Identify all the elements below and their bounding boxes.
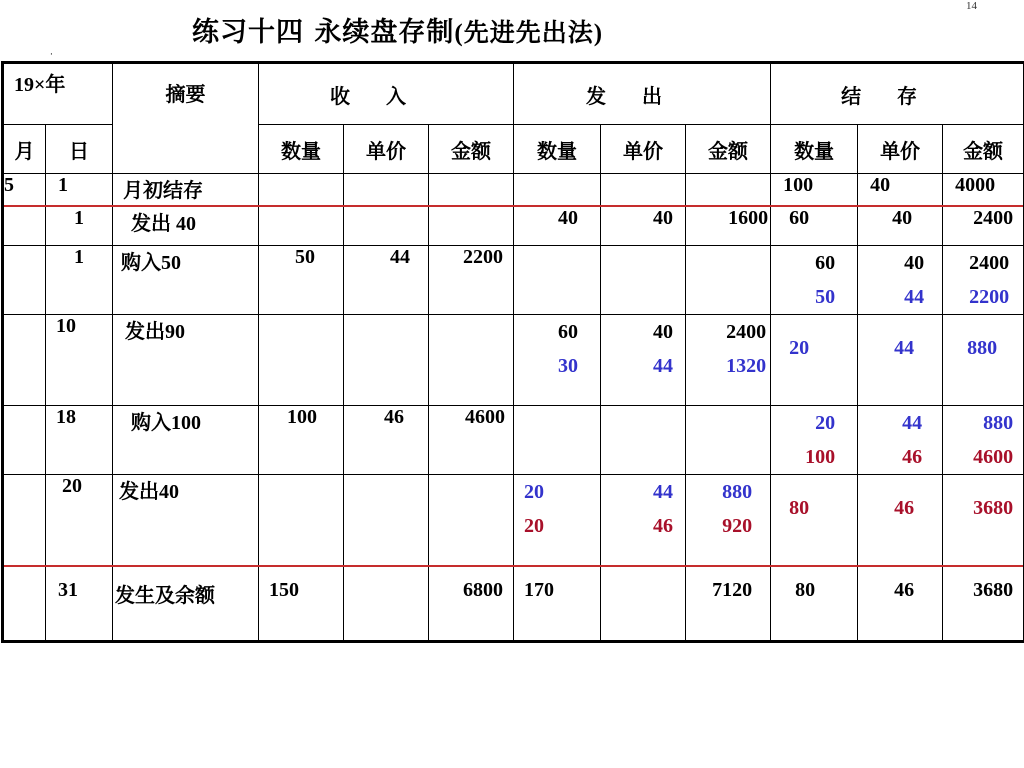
bal-qty-line-2: 50	[815, 286, 836, 308]
cell-out-qty	[514, 315, 601, 406]
cell-in-qty	[259, 206, 344, 246]
cell-bal-qty	[771, 406, 858, 475]
cell-in-qty: 50	[259, 246, 344, 315]
header-summary: 摘要	[113, 63, 259, 174]
out-price-line-1: 40	[653, 321, 674, 343]
cell-out-price	[601, 246, 686, 315]
cell-bal-price	[858, 246, 943, 315]
cell-out-price: 40	[601, 206, 686, 246]
cell-in-qty: 150	[259, 566, 344, 642]
table-row-opening	[3, 174, 1024, 207]
cell-out-qty	[514, 174, 601, 207]
cell-in-price	[344, 206, 429, 246]
cell-bal-qty: 60	[771, 206, 858, 246]
cell-bal-amount: 2400	[943, 206, 1024, 246]
cell-bal-price: 40	[858, 174, 943, 207]
cell-in-qty	[259, 475, 344, 567]
cell-month	[3, 475, 46, 567]
bal-qty-line-1: 20	[815, 412, 836, 434]
header-day: 日	[46, 125, 113, 174]
cell-bal-price: 46	[858, 475, 943, 567]
bal-amount-line-2: 4600	[973, 446, 1014, 468]
cell-summary: 发出90	[113, 315, 259, 406]
slide-title	[192, 10, 603, 49]
cell-bal-amount: 880	[943, 315, 1024, 406]
cell-in-amount: 4600	[429, 406, 514, 475]
cell-in-amount: 6800	[429, 566, 514, 642]
table-row	[3, 206, 1024, 246]
cell-summary: 发出 40	[113, 206, 259, 246]
header-balance: 结存	[771, 63, 1024, 125]
cell-in-qty	[259, 174, 344, 207]
cell-day: 31	[46, 566, 113, 642]
cell-month	[3, 566, 46, 642]
cell-out-price	[601, 406, 686, 475]
header-out-qty: 数量	[514, 125, 601, 174]
cell-out-amount	[686, 475, 771, 567]
cell-in-qty: 100	[259, 406, 344, 475]
cell-bal-qty: 20	[771, 315, 858, 406]
cell-in-price	[344, 174, 429, 207]
header-month: 月	[3, 125, 46, 174]
page-number: 14	[966, 0, 977, 12]
cell-in-price: 44	[344, 246, 429, 315]
header-receipts: 收入	[259, 63, 514, 125]
cell-bal-price: 40	[858, 206, 943, 246]
cell-in-amount	[429, 475, 514, 567]
bal-qty-line-1: 60	[815, 252, 836, 274]
cell-out-amount	[686, 174, 771, 207]
out-qty-line-2: 30	[558, 355, 579, 377]
bal-price-line-2: 46	[902, 446, 923, 468]
cell-out-qty	[514, 406, 601, 475]
cell-month	[3, 246, 46, 315]
cell-summary: 月初结存	[113, 174, 259, 207]
out-qty-line-1: 20	[524, 481, 545, 503]
cell-month: 5	[3, 174, 46, 207]
cell-out-amount: 1600	[686, 206, 771, 246]
header-in-amount: 金额	[429, 125, 514, 174]
title-main: 练习十四 永续盘存制	[192, 17, 455, 48]
header-in-price: 单价	[344, 125, 429, 174]
bal-price-line-1: 40	[904, 252, 925, 274]
header-in-qty: 数量	[259, 125, 344, 174]
cell-in-amount	[429, 174, 514, 207]
out-amount-line-1: 880	[722, 481, 753, 503]
cell-bal-amount	[943, 406, 1024, 475]
out-amount-line-2: 920	[722, 515, 753, 537]
cell-bal-price: 44	[858, 315, 943, 406]
cell-out-price	[601, 315, 686, 406]
cell-out-price	[601, 566, 686, 642]
cell-out-qty: 40	[514, 206, 601, 246]
cell-out-qty	[514, 475, 601, 567]
cell-day: 1	[46, 174, 113, 207]
cell-in-amount	[429, 315, 514, 406]
header-out-price: 单价	[601, 125, 686, 174]
bal-price-line-1: 44	[902, 412, 923, 434]
header-row-groups	[3, 63, 1024, 125]
bal-qty-line-2: 100	[805, 446, 836, 468]
cell-summary: 发生及余额	[113, 566, 259, 642]
cell-out-qty: 170	[514, 566, 601, 642]
inventory-ledger-table	[1, 61, 1024, 643]
title-method: (先进先出法)	[454, 20, 604, 47]
cell-in-price: 46	[344, 406, 429, 475]
out-price-line-2: 46	[653, 515, 674, 537]
cell-bal-price	[858, 406, 943, 475]
cell-bal-qty: 80	[771, 475, 858, 567]
cell-month	[3, 206, 46, 246]
cell-bal-amount: 3680	[943, 475, 1024, 567]
table-row	[3, 475, 1024, 567]
cell-out-qty	[514, 246, 601, 315]
cell-in-price	[344, 475, 429, 567]
cell-in-price	[344, 315, 429, 406]
header-out-amount: 金额	[686, 125, 771, 174]
cell-summary: 购入100	[113, 406, 259, 475]
bal-price-line-2: 44	[904, 286, 925, 308]
header-bal-price: 单价	[858, 125, 943, 174]
cell-bal-qty: 100	[771, 174, 858, 207]
cell-day: 10	[46, 315, 113, 406]
cell-day: 20	[46, 475, 113, 567]
cell-out-amount	[686, 406, 771, 475]
cell-in-qty	[259, 315, 344, 406]
table-row	[3, 315, 1024, 406]
cell-in-price	[344, 566, 429, 642]
cell-bal-amount: 4000	[943, 174, 1024, 207]
out-price-line-1: 44	[653, 481, 674, 503]
stray-mark: ·	[50, 50, 53, 60]
table-row	[3, 246, 1024, 315]
cell-bal-amount: 3680	[943, 566, 1024, 642]
cell-bal-amount	[943, 246, 1024, 315]
bal-amount-line-2: 2200	[969, 286, 1010, 308]
cell-in-amount	[429, 206, 514, 246]
cell-day: 1	[46, 206, 113, 246]
cell-day: 18	[46, 406, 113, 475]
cell-summary: 购入50	[113, 246, 259, 315]
out-price-line-2: 44	[653, 355, 674, 377]
cell-out-amount: 7120	[686, 566, 771, 642]
cell-bal-qty	[771, 246, 858, 315]
bal-amount-line-1: 2400	[969, 252, 1010, 274]
cell-bal-price: 46	[858, 566, 943, 642]
cell-bal-qty: 80	[771, 566, 858, 642]
out-qty-line-1: 60	[558, 321, 579, 343]
cell-day: 1	[46, 246, 113, 315]
cell-out-price	[601, 174, 686, 207]
header-year: 19×年	[3, 63, 113, 125]
header-bal-qty: 数量	[771, 125, 858, 174]
table-row-totals	[3, 566, 1024, 642]
cell-out-amount	[686, 315, 771, 406]
cell-out-price	[601, 475, 686, 567]
cell-in-amount: 2200	[429, 246, 514, 315]
bal-amount-line-1: 880	[983, 412, 1014, 434]
out-amount-line-2: 1320	[726, 355, 767, 377]
header-issues: 发出	[514, 63, 771, 125]
out-qty-line-2: 20	[524, 515, 545, 537]
header-bal-amount: 金额	[943, 125, 1024, 174]
cell-month	[3, 315, 46, 406]
cell-month	[3, 406, 46, 475]
cell-summary: 发出40	[113, 475, 259, 567]
cell-out-amount	[686, 246, 771, 315]
table-row	[3, 406, 1024, 475]
out-amount-line-1: 2400	[726, 321, 767, 343]
